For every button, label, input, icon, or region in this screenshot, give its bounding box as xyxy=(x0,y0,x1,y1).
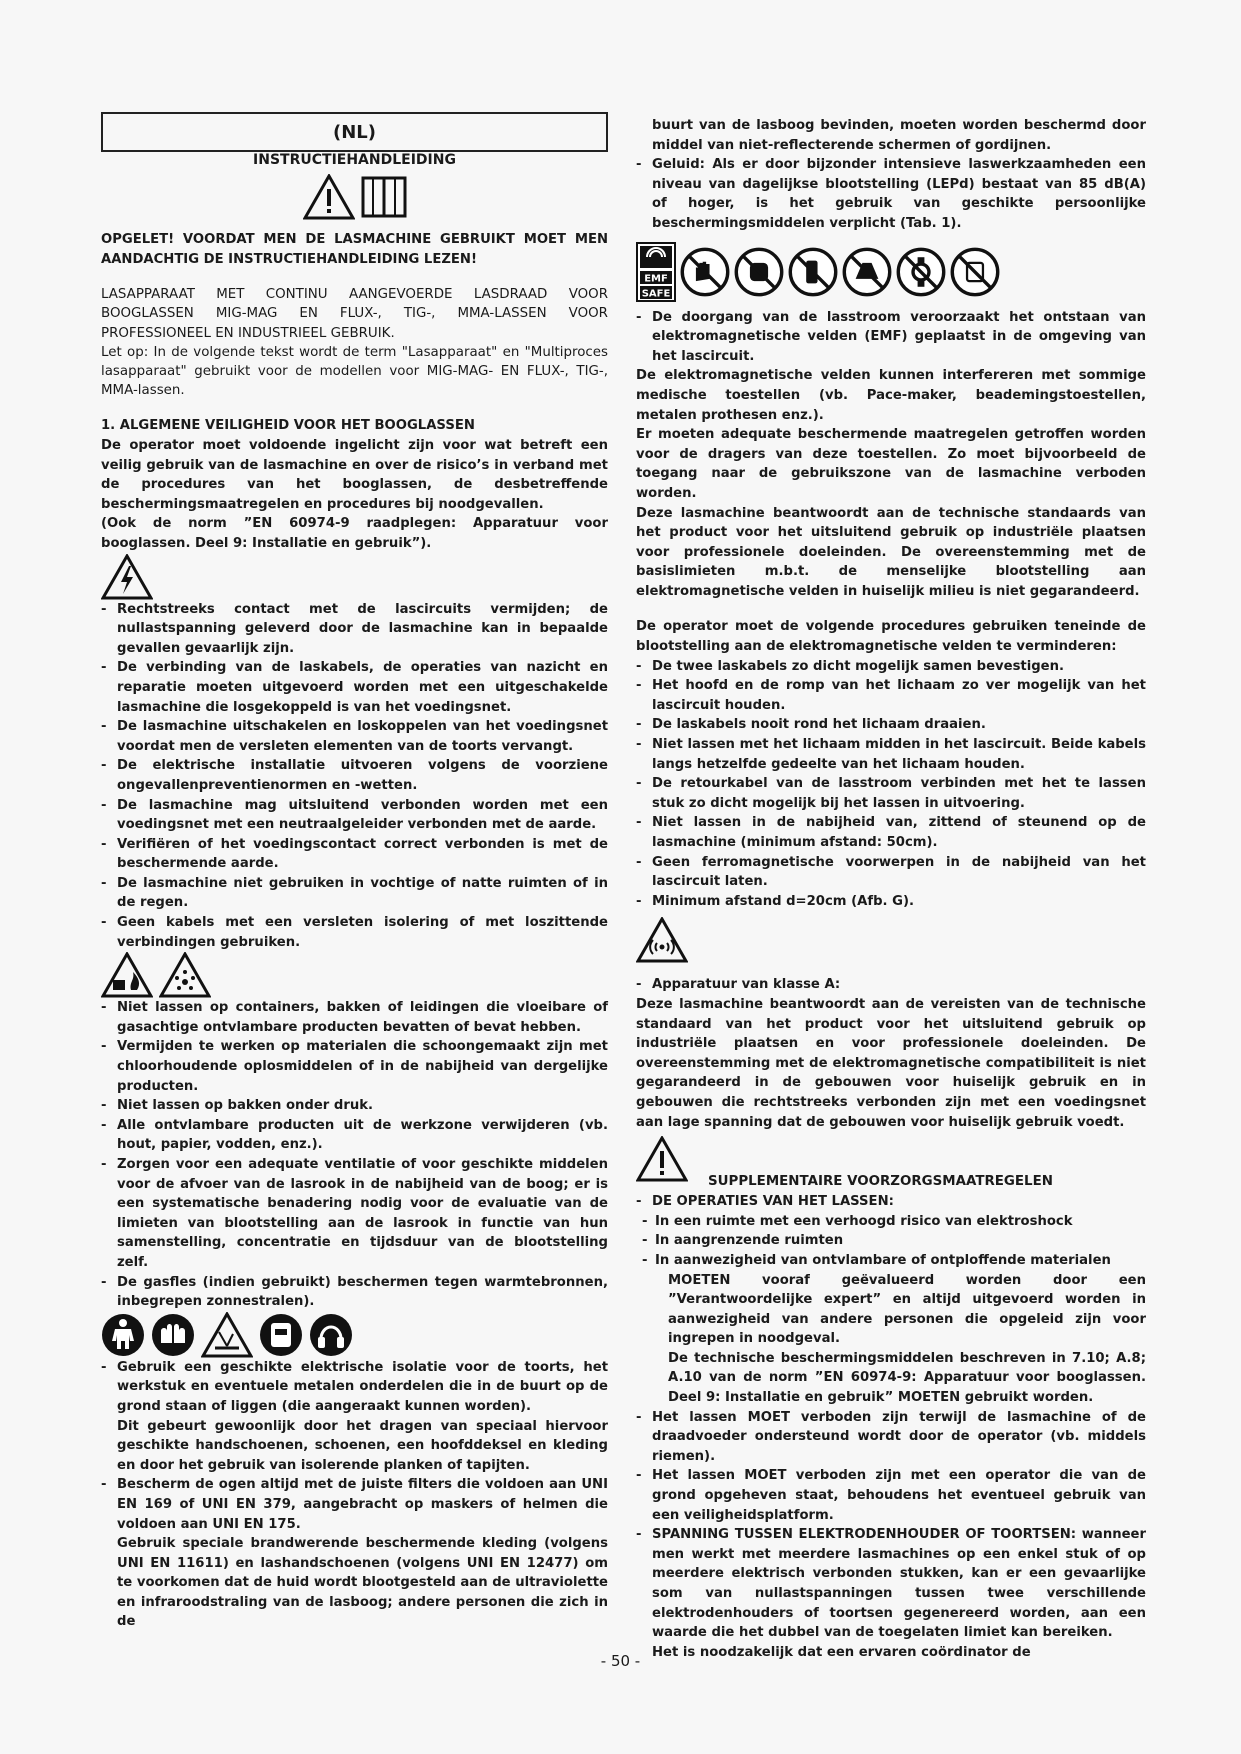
list-item: - Het lassen MOET verboden zijn terwijl de lasmachine of de draadvoeder ondersteund wordt door de operator (vb. middels riemen). xyxy=(636,1408,1146,1467)
list-item: - Alle ontvlambare producten uit de werkzone verwijderen (vb. hout, papier, vodden, enz.). xyxy=(101,1116,608,1155)
operations-title: - DE OPERATIES VAN HET LASSEN: xyxy=(636,1192,1146,1212)
no-electronics-icon xyxy=(950,247,1000,297)
list-item: - In aangrenzende ruimten xyxy=(636,1231,1146,1251)
language-box xyxy=(101,112,608,152)
list-item: - De lasmachine uitschakelen en loskoppelen van het voedingsnet voordat men de versleten elementen van de toorts vervangt. xyxy=(101,717,608,756)
list-item: - Verifiëren of het voedingscontact correct verbonden is met de beschermende aarde. xyxy=(101,835,608,874)
list-item: - In een ruimte met een verhoogd risico van elektroshock xyxy=(636,1212,1146,1232)
list-item: - Geen kabels met een versleten isolering of met loszittende verbindingen gebruiken. xyxy=(101,913,608,952)
radio-emission-warning-icon xyxy=(636,917,688,963)
list-item: - De lasmachine mag uitsluitend verbonden worden met een voedingsnet met een neutraalgeleider verbonden met de aarde. xyxy=(101,796,608,835)
list-item: - Bescherm de ogen altijd met de juiste filters die voldoen aan UNI EN 169 of UNI EN 379, aangebracht op maskers of helmen die voldoen aan UNI EN 175. xyxy=(101,1475,608,1534)
list-item: - Gebruik een geschikte elektrische isolatie voor de toorts, het werkstuk en eventuele metalen onderdelen die in de buurt op de grond staan of liggen (die aangeraakt kunnen worden). xyxy=(101,1358,608,1417)
list-item-continuation: Dit gebeurt gewoonlijk door het dragen van speciaal hiervoor geschikte handschoenen, schoenen, een hoofddeksel en kleding en door het gebruik van isolerende planken of tapijten. xyxy=(117,1418,608,1473)
warning-triangle-icon xyxy=(303,174,355,220)
list-item: - Zorgen voor een adequate ventilatie of voor geschikte middelen voor de afvoer van de lasrook in de nabijheid van de boog; er is een systematische benadering nodig voor de evaluatie van de limieten van blootstelling aan de lasrook in functie van hun samenstelling, concentratie en tijdsduur van de blootstelling zelf. xyxy=(101,1155,608,1273)
list-item-continuation: Gebruik speciale brandwerende beschermende kleding (volgens UNI EN 11611) en lashandschoenen (volgens UNI EN 12477) om te voorkomen dat de huid wordt blootgesteld aan de ultraviolette en infraroodstraling van de lasboog; andere personen die zich in de xyxy=(117,1536,608,1630)
list-item: - De laskabels nooit rond het lichaam draaien. xyxy=(636,715,1146,735)
terminology-note: Let op: In de volgende tekst wordt de term "Lasapparaat" en "Multiproces lasapparaat" gebruikt voor de modellen voor MIG-MAG- EN FLUX-, TIG-, MMA-lassen. xyxy=(101,344,608,399)
emf-paragraph-1: De elektromagnetische velden kunnen interfereren met sommige medische toestellen (vb. Pace-maker, beademingstoestellen, metalen prothesen enz.). xyxy=(636,368,1146,423)
list-item-continuation: Het is noodzakelijk dat een ervaren coördinator de xyxy=(652,1644,1031,1660)
warning-text: OPGELET! VOORDAT MEN DE LASMACHINE GEBRUIKT MOET MEN AANDACHTIG DE INSTRUCTIEHANDLEIDING LEZEN! xyxy=(101,232,608,267)
procedures-intro: De operator moet de volgende procedures gebruiken teneinde de blootstelling aan de elektromagnetische velden te verminderen: xyxy=(636,619,1146,655)
list-item: - Het hoofd en de romp van het lichaam zo ver mogelijk van het lascircuit houden. xyxy=(636,676,1146,715)
list-item: - Het lassen MOET verboden zijn met een operator die van de grond opgeheven staat, behoudens het eventueel gebruik van een veiligheidsplatform. xyxy=(636,1466,1146,1525)
no-watch-icon xyxy=(896,247,946,297)
warning-triangle-icon xyxy=(636,1136,688,1182)
section-1-intro: De operator moet voldoende ingelicht zijn voor wat betreft een veilig gebruik van de lasmachine en over de risico’s in verband met de procedures van het booglassen, de desbetreffende beschermingsmaatregelen en procedures bij noodgevallen. xyxy=(101,438,608,512)
fire-hazard-icon xyxy=(101,952,153,998)
safe-label: SAFE xyxy=(641,288,671,300)
list-item: - Niet lassen op containers, bakken of leidingen die vloeibare of gasachtige ontvlambare producten bevatten of bevat hebben. xyxy=(101,998,608,1037)
emf-paragraph-3: Deze lasmachine beantwoordt aan de technische standaards van het product voor het uitsluitend gebruik op industriële plaatsen voor professionele doeleinden. De overeenstemming met de basislimieten m.b.t. de menselijke blootstelling aan elektromagnetische velden in huiselijk milieu is niet gegarandeerd. xyxy=(636,505,1146,599)
protective-suit-icon xyxy=(101,1313,145,1357)
page-number: - 50 - xyxy=(600,1652,641,1670)
operations-must: MOETEN vooraf geëvalueerd worden door een ”Verantwoordelijke expert” en altijd uitgevoerd worden in aanwezigheid van andere personen die opgeleid zijn voor ingrepen in noodgeval. xyxy=(668,1272,1146,1347)
no-pacemaker-icon xyxy=(734,247,784,297)
right-column xyxy=(636,116,1146,1662)
list-item: - Minimum afstand d=20cm (Afb. G). xyxy=(636,892,1146,912)
list-item: - Geen ferromagnetische voorwerpen in de nabijheid van het lascircuit laten. xyxy=(636,853,1146,892)
manual-book-icon xyxy=(361,174,407,220)
no-metal-prosthesis-icon xyxy=(842,247,892,297)
section-1-title: 1. ALGEMENE VEILIGHEID VOOR HET BOOGLASSEN xyxy=(101,418,475,434)
list-item: - Rechtstreeks contact met de lascircuits vermijden; de nullastspanning geleverd door de lasmachine kan in bepaalde gevallen gevaarlijk zijn. xyxy=(101,600,608,659)
list-item: - In aanwezigheid van ontvlambare of ontploffende materialen xyxy=(636,1251,1146,1271)
section-1-reference: (Ook de norm ”EN 60974-9 raadplegen: Apparatuur voor booglassen. Deel 9: Installatie en gebruik”). xyxy=(101,516,608,551)
emf-paragraph-2: Er moeten adequate beschermende maatregelen getroffen worden voor de dragers van deze toestellen. Zo moet bijvoorbeeld de toegang naar de gebruikszone van de lasmachine verboden worden. xyxy=(636,427,1146,501)
face-shield-icon xyxy=(259,1313,303,1357)
list-item: - De elektrische installatie uitvoeren volgens de voorziene ongevallenpreventienormen en -wetten. xyxy=(101,756,608,795)
emf-safe-icon xyxy=(636,242,676,302)
list-item: - De verbinding van de laskabels, de operaties van nazicht en reparatie moeten uitgevoerd worden met een uitgeschakelde lasmachine die losgekoppeld is van het voedingsnet. xyxy=(101,658,608,717)
list-item: - De gasfles (indien gebruikt) beschermen tegen warmtebronnen, inbegrepen zonnestralen). xyxy=(101,1273,608,1312)
left-column xyxy=(101,112,608,1632)
explosion-hazard-icon xyxy=(159,952,211,998)
supplementary-title: SUPPLEMENTAIRE VOORZORGSMAATREGELEN xyxy=(708,1174,1053,1190)
emf-item: - De doorgang van de lasstroom veroorzaakt het ontstaan van elektromagnetische velden (EMF) geplaatst in de omgeving van het lascircuit. xyxy=(636,308,1146,367)
list-item: - SPANNING TUSSEN ELEKTRODENHOUDER OF TOORTSEN: wanneer men werkt met meerdere lasmachines op een enkel stuk of op meerdere elektrisch verbonden stukken, kan er een gevaarlijke som van nullastspanningen tussen twee verschillende elektrodenhouders of toortsen gegenereerd worden, aan een waarde die het dubbel van de toegelaten limiet kan bereiken. xyxy=(636,1525,1146,1643)
manual-title: INSTRUCTIEHANDLEIDING xyxy=(253,152,456,168)
ear-protection-icon xyxy=(309,1313,353,1357)
class-a-item: - Apparatuur van klasse A: xyxy=(636,975,1146,995)
arc-rays-icon xyxy=(201,1312,253,1358)
noise-item: - Geluid: Als er door bijzonder intensieve laswerkzaamheden een niveau van dagelijkse blootstelling (LEPd) bestaat van 85 dB(A) of hoger, is het gebruik van geschikte persoonlijke beschermingsmiddelen verplicht (Tab. 1). xyxy=(636,155,1146,233)
list-item: - Niet lassen in de nabijheid van, zittend of steunend op de lasmachine (minimum afstand: 50cm). xyxy=(636,813,1146,852)
gloves-icon xyxy=(151,1313,195,1357)
list-item: - De retourkabel van de lasstroom verbinden met het te lassen stuk zo dicht mogelijk bij het lassen in uitvoering. xyxy=(636,774,1146,813)
no-hand-icon xyxy=(680,247,730,297)
list-item: - De twee laskabels zo dicht mogelijk samen bevestigen. xyxy=(636,657,1146,677)
emf-label: EMF xyxy=(644,273,668,285)
list-item: - Niet lassen op bakken onder druk. xyxy=(101,1096,608,1116)
no-implant-icon xyxy=(788,247,838,297)
product-description: LASAPPARAAT MET CONTINU AANGEVOERDE LASDRAAD VOOR BOOGLASSEN MIG-MAG EN FLUX-, TIG-, MMA-LASSEN VOOR PROFESSIONEEL EN INDUSTRIEEL GEBRUIK. xyxy=(101,287,608,341)
list-item: - Niet lassen met het lichaam midden in het lascircuit. Beide kabels langs hetzelfde gedeelte van het lichaam houden. xyxy=(636,735,1146,774)
electric-shock-icon xyxy=(101,554,153,600)
list-item: - De lasmachine niet gebruiken in vochtige of natte ruimten of in de regen. xyxy=(101,874,608,913)
list-item: - Vermijden te werken op materialen die schoongemaakt zijn met chloorhoudende oplosmiddelen of in de nabijheid van dergelijke producten. xyxy=(101,1037,608,1096)
class-a-text: Deze lasmachine beantwoordt aan de vereisten van de technische standaard van het product voor het uitsluitend gebruik op industriële plaatsen en voor professionele doeleinden. De overeenstemming met de elektromagnetische compatibiliteit is niet gegarandeerd in de gebouwen voor huiselijk gebruik en in gebouwen die rechtstreeks verbonden zijn met een voedingsnet aan lage spanning dat de gebouwen voor huiselijk gebruik voedt. xyxy=(636,996,1146,1130)
language-code: (NL) xyxy=(333,121,376,143)
continued-text: buurt van de lasboog bevinden, moeten worden beschermd door middel van niet-reflecterende schermen of gordijnen. xyxy=(652,118,1146,153)
operations-technical: De technische beschermingsmiddelen beschreven in 7.10; A.8; A.10 van de norm ”EN 60974-9: Apparatuur voor booglassen. Deel 9: Installatie en gebruik” MOETEN gebruikt worden. xyxy=(668,1350,1146,1406)
